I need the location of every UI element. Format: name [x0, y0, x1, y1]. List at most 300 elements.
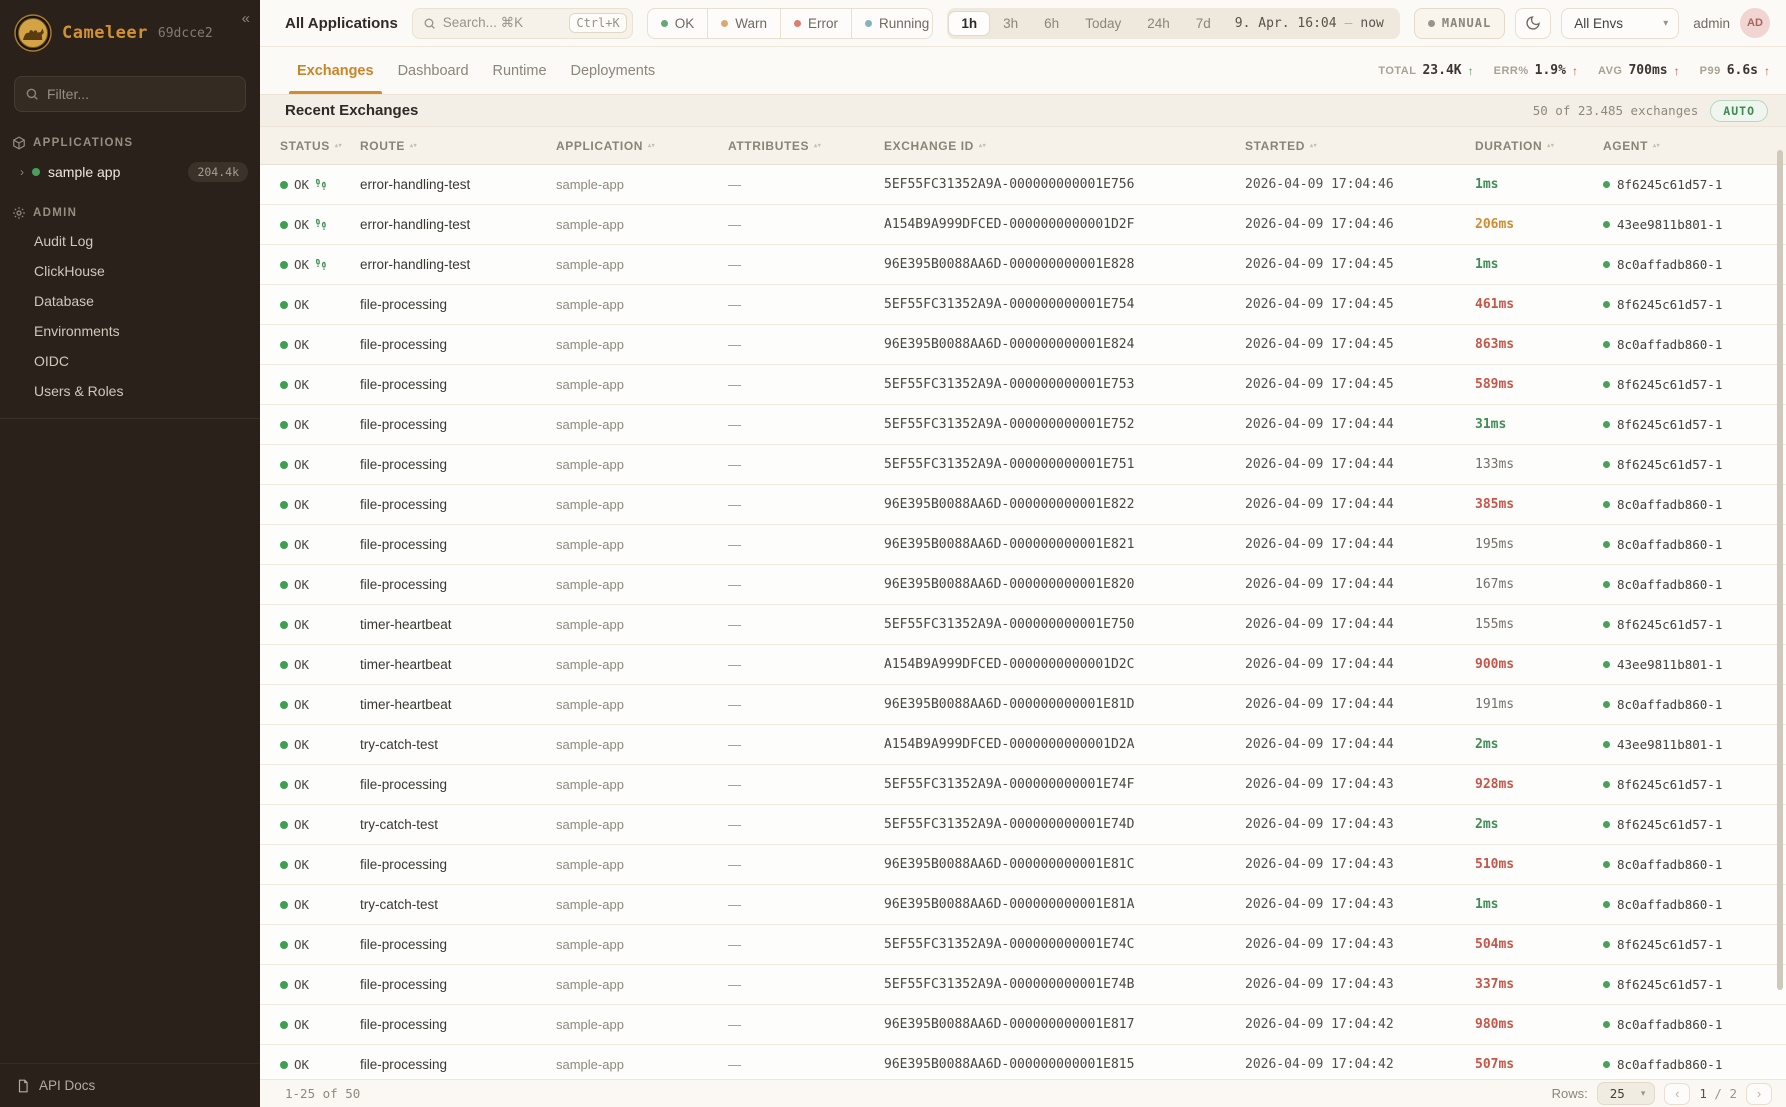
agent-cell — [1603, 777, 1786, 792]
table-row[interactable] — [260, 205, 1786, 245]
auto-refresh-badge[interactable]: AUTO — [1710, 100, 1768, 122]
ok-status-dot — [280, 461, 288, 469]
filter-error[interactable] — [781, 9, 852, 38]
duration-value: 337ms — [1475, 977, 1515, 992]
col-duration[interactable]: DURATION ▴▾ — [1475, 138, 1555, 153]
exchange-id-cell: 96E395B0088AA6D-000000000001E81C — [884, 857, 1135, 872]
api-docs-link[interactable] — [0, 1063, 260, 1107]
main-area — [260, 0, 1786, 1107]
stat-total-label: TOTAL — [1378, 64, 1417, 77]
agent-cell — [1603, 537, 1786, 552]
admin-section-label: ADMIN — [33, 207, 78, 219]
agent-label: 8c0affadb860-1 — [1617, 537, 1723, 552]
col-application[interactable]: APPLICATION ▴▾ — [556, 138, 656, 153]
duration-value: 2ms — [1475, 737, 1499, 752]
sort-icon: ▴▾ — [1547, 142, 1555, 149]
exchange-id-cell: A154B9A999DFCED-0000000000001D2A — [884, 737, 1135, 752]
tab-deployments[interactable]: Deployments — [570, 62, 656, 79]
cameleer-logo-icon — [14, 14, 52, 52]
status-label: OK — [294, 817, 310, 832]
attributes-cell: — — [728, 297, 741, 312]
agent-cell — [1603, 417, 1786, 432]
attributes-cell: — — [728, 457, 741, 472]
rows-select[interactable] — [1597, 1082, 1656, 1105]
topbar-right — [1414, 8, 1770, 39]
agent-status-dot — [1603, 581, 1610, 588]
app-count-badge: 204.4k — [188, 162, 248, 182]
ok-status-dot — [280, 501, 288, 509]
agent-label: 8f6245c61d57-1 — [1617, 177, 1723, 192]
duration-value: 461ms — [1475, 297, 1515, 312]
agent-status-dot — [1603, 541, 1610, 548]
env-select[interactable] — [1561, 8, 1679, 39]
agent-status-dot — [1603, 1061, 1610, 1068]
agent-cell — [1603, 1057, 1786, 1072]
status-label: OK — [294, 937, 310, 952]
agent-cell — [1603, 697, 1786, 712]
table-row[interactable] — [260, 485, 1786, 525]
col-attributes[interactable]: ATTRIBUTES ▴▾ — [728, 138, 822, 153]
duration-value: 863ms — [1475, 337, 1515, 352]
route-cell: timer-heartbeat — [360, 697, 452, 712]
agent-status-dot — [1603, 261, 1610, 268]
agent-label: 8f6245c61d57-1 — [1617, 937, 1723, 952]
attributes-cell: — — [728, 737, 741, 752]
range-1h[interactable]: 1h — [949, 12, 989, 35]
sidebar-item-database[interactable]: Database — [34, 293, 94, 309]
ok-status-dot — [280, 621, 288, 629]
moon-icon — [1525, 15, 1541, 31]
filter-running[interactable] — [852, 9, 933, 38]
avatar[interactable]: AD — [1740, 8, 1770, 38]
agent-status-dot — [1603, 981, 1610, 988]
duration-value: 206ms — [1475, 217, 1515, 232]
exchange-id-cell: 5EF55FC31352A9A-000000000001E74F — [884, 777, 1135, 792]
ok-status-dot — [280, 781, 288, 789]
table-row[interactable] — [260, 565, 1786, 605]
status-cell — [280, 977, 360, 992]
agent-status-dot — [1603, 341, 1610, 348]
exchange-id-cell: 96E395B0088AA6D-000000000001E828 — [884, 257, 1135, 272]
ok-status-dot — [280, 981, 288, 989]
agent-cell — [1603, 497, 1786, 512]
route-cell: file-processing — [360, 337, 448, 352]
started-cell: 2026-04-09 17:04:44 — [1245, 737, 1394, 752]
started-cell: 2026-04-09 17:04:43 — [1245, 777, 1394, 792]
trend-up-icon: ↑ — [1764, 63, 1770, 78]
ok-status-dot — [280, 581, 288, 589]
route-cell: file-processing — [360, 777, 448, 792]
sort-icon: ▴▾ — [410, 142, 418, 149]
exchange-id-cell: 96E395B0088AA6D-000000000001E817 — [884, 1017, 1135, 1032]
status-label: OK — [294, 337, 310, 352]
application-cell: sample-app — [556, 537, 624, 552]
sidebar-item-oidc[interactable]: OIDC — [34, 353, 69, 369]
ok-status-dot — [280, 741, 288, 749]
range-today[interactable]: Today — [1085, 15, 1122, 31]
stats-bar — [1378, 47, 1770, 94]
sidebar-collapse-button[interactable]: « — [241, 10, 250, 27]
table-row[interactable] — [260, 285, 1786, 325]
duration-value: 1ms — [1475, 257, 1499, 272]
application-cell: sample-app — [556, 977, 624, 992]
manual-dot — [1428, 20, 1435, 27]
attributes-cell: — — [728, 257, 741, 272]
application-cell: sample-app — [556, 257, 624, 272]
exchange-id-cell: 96E395B0088AA6D-000000000001E821 — [884, 537, 1135, 552]
duration-value: 2ms — [1475, 817, 1499, 832]
table-row[interactable] — [260, 1005, 1786, 1045]
status-cell — [280, 937, 360, 952]
agent-label: 8f6245c61d57-1 — [1617, 377, 1723, 392]
route-cell: file-processing — [360, 297, 448, 312]
filter-ok[interactable] — [648, 9, 709, 38]
duration-value: 155ms — [1475, 617, 1515, 632]
application-cell: sample-app — [556, 697, 624, 712]
attributes-cell: — — [728, 977, 741, 992]
status-cell — [280, 337, 360, 352]
agent-label: 43ee9811b801-1 — [1617, 217, 1723, 232]
sidebar-item-users-roles[interactable]: Users & Roles — [34, 383, 124, 399]
search-placeholder: Search... ⌘K — [442, 15, 524, 30]
pagination — [1552, 1082, 1772, 1105]
next-page-button[interactable]: › — [1746, 1083, 1772, 1105]
status-label: OK — [294, 1057, 310, 1072]
row-range-text: 1-25 of 50 — [285, 1086, 361, 1101]
time-range-group — [947, 8, 1399, 39]
agent-label: 8c0affadb860-1 — [1617, 897, 1723, 912]
sidebar-filter[interactable] — [14, 76, 246, 112]
sample-app-label: sample app — [48, 164, 121, 180]
duration-value: 385ms — [1475, 497, 1515, 512]
table-body — [260, 165, 1786, 1079]
agent-label: 8f6245c61d57-1 — [1617, 417, 1723, 432]
started-cell: 2026-04-09 17:04:44 — [1245, 497, 1394, 512]
attributes-cell: — — [728, 697, 741, 712]
search-icon — [25, 87, 39, 101]
table-row[interactable] — [260, 965, 1786, 1005]
agent-label: 8c0affadb860-1 — [1617, 577, 1723, 592]
sidebar-item-clickhouse[interactable]: ClickHouse — [34, 263, 105, 279]
chevron-right-icon[interactable]: › — [20, 165, 24, 179]
duration-value: 31ms — [1475, 417, 1507, 432]
global-search[interactable] — [412, 8, 633, 39]
application-cell: sample-app — [556, 1057, 624, 1072]
page-separator: / — [1714, 1086, 1722, 1101]
application-cell: sample-app — [556, 777, 624, 792]
agent-label: 8f6245c61d57-1 — [1617, 617, 1723, 632]
attributes-cell: — — [728, 777, 741, 792]
route-cell: try-catch-test — [360, 817, 439, 832]
route-cell: try-catch-test — [360, 737, 439, 752]
sidebar — [0, 0, 260, 1107]
table-footer — [260, 1079, 1786, 1107]
started-cell: 2026-04-09 17:04:44 — [1245, 537, 1394, 552]
exchange-id-cell: 5EF55FC31352A9A-000000000001E752 — [884, 417, 1135, 432]
attributes-cell: — — [728, 377, 741, 392]
gear-icon — [12, 206, 26, 220]
filter-ok-label: OK — [674, 15, 695, 31]
status-cell — [280, 777, 360, 792]
filter-warn[interactable] — [708, 9, 781, 38]
attributes-cell: — — [728, 1057, 741, 1072]
stat-avg — [1598, 63, 1680, 78]
col-agent[interactable]: AGENT ▴▾ — [1603, 138, 1661, 153]
table-row[interactable] — [260, 765, 1786, 805]
stat-err-label: ERR% — [1493, 64, 1529, 77]
trend-up-icon: ↑ — [1467, 63, 1474, 78]
range-24h[interactable]: 24h — [1147, 15, 1170, 31]
agent-cell — [1603, 377, 1786, 392]
rows-per-page-label: Rows: — [1551, 1086, 1588, 1101]
agent-cell — [1603, 657, 1786, 672]
table-row[interactable] — [260, 165, 1786, 205]
table-row[interactable] — [260, 405, 1786, 445]
application-cell: sample-app — [556, 737, 624, 752]
table-row[interactable] — [260, 845, 1786, 885]
route-cell: file-processing — [360, 377, 448, 392]
application-cell: sample-app — [556, 417, 624, 432]
filter-warn-label: Warn — [735, 15, 767, 31]
status-label: OK — [294, 217, 310, 232]
duration-value: 1ms — [1475, 897, 1499, 912]
route-cell: file-processing — [360, 1057, 448, 1072]
table-row[interactable] — [260, 805, 1786, 845]
application-cell: sample-app — [556, 457, 624, 472]
sort-icon: ▴▾ — [978, 142, 987, 149]
ok-status-dot — [280, 1061, 288, 1069]
logo-row — [0, 0, 260, 62]
started-cell: 2026-04-09 17:04:44 — [1245, 697, 1394, 712]
stat-total-value: 23.4K — [1422, 63, 1462, 78]
agent-status-dot — [1603, 301, 1610, 308]
route-cell: file-processing — [360, 937, 448, 952]
duration-value: 928ms — [1475, 777, 1515, 792]
agent-cell — [1603, 297, 1786, 312]
sidebar-item-audit-log[interactable]: Audit Log — [34, 233, 94, 249]
attributes-cell: — — [728, 537, 741, 552]
time-from: 9. Apr. 16:04 — [1234, 15, 1337, 31]
table-row[interactable] — [260, 1045, 1786, 1079]
exchange-id-cell: A154B9A999DFCED-0000000000001D2F — [884, 217, 1135, 232]
started-cell: 2026-04-09 17:04:44 — [1245, 417, 1394, 432]
range-7d[interactable]: 7d — [1195, 15, 1211, 31]
col-status[interactable]: STATUS ▴▾ — [280, 138, 343, 153]
attributes-cell: — — [728, 937, 741, 952]
status-label: OK — [294, 377, 310, 392]
tab-dashboard[interactable]: Dashboard — [397, 62, 469, 79]
section-right — [1533, 100, 1768, 122]
filter-error-label: Error — [807, 15, 838, 31]
range-3h[interactable]: 3h — [1003, 15, 1019, 31]
ok-status-dot — [280, 901, 288, 909]
col-started[interactable]: STARTED ▴▾ — [1245, 138, 1318, 153]
stat-avg-value: 700ms — [1628, 63, 1668, 78]
table-row[interactable] — [260, 525, 1786, 565]
exchange-id-cell: 96E395B0088AA6D-000000000001E815 — [884, 1057, 1135, 1072]
agent-label: 8f6245c61d57-1 — [1617, 457, 1723, 472]
application-cell: sample-app — [556, 337, 624, 352]
agent-label: 8c0affadb860-1 — [1617, 257, 1723, 272]
application-cell: sample-app — [556, 297, 624, 312]
agent-cell — [1603, 977, 1786, 992]
tab-exchanges[interactable]: Exchanges — [285, 47, 386, 94]
status-label: OK — [294, 657, 310, 672]
duration-value: 195ms — [1475, 537, 1515, 552]
tabbar — [260, 47, 1786, 94]
agent-cell — [1603, 257, 1786, 272]
status-cell — [280, 177, 360, 192]
exchange-id-cell: 96E395B0088AA6D-000000000001E81A — [884, 897, 1135, 912]
table-row[interactable] — [260, 445, 1786, 485]
page-title: Recent Exchanges — [285, 102, 419, 119]
agent-status-dot — [1603, 381, 1610, 388]
started-cell: 2026-04-09 17:04:43 — [1245, 897, 1394, 912]
exchange-id-cell: A154B9A999DFCED-0000000000001D2C — [884, 657, 1135, 672]
stat-err — [1494, 63, 1578, 78]
status-filter-group — [647, 8, 934, 39]
table-row[interactable] — [260, 365, 1786, 405]
agent-status-dot — [1603, 661, 1610, 668]
route-cell: file-processing — [360, 417, 448, 432]
agent-cell — [1603, 817, 1786, 832]
table-row[interactable] — [260, 925, 1786, 965]
table-row[interactable] — [260, 245, 1786, 285]
user-name: admin — [1693, 15, 1730, 31]
sidebar-item-sample-app[interactable] — [0, 156, 260, 188]
attributes-cell: — — [728, 497, 741, 512]
ok-status-dot — [280, 701, 288, 709]
filter-input[interactable] — [47, 86, 235, 102]
trend-up-icon: ↑ — [1571, 63, 1578, 78]
agent-status-dot — [1603, 701, 1610, 708]
status-cell — [280, 1017, 360, 1032]
sort-icon: ▴▾ — [334, 142, 343, 149]
time-separator: — — [1344, 15, 1353, 31]
all-applications-button[interactable]: All Applications — [285, 14, 398, 32]
application-cell: sample-app — [556, 817, 624, 832]
agent-status-dot — [1603, 621, 1610, 628]
agent-status-dot — [1603, 461, 1610, 468]
admin-section-header — [0, 188, 260, 226]
status-label: OK — [294, 857, 310, 872]
footprints-icon — [315, 258, 327, 271]
attributes-cell: — — [728, 577, 741, 592]
ok-status-dot — [280, 1021, 288, 1029]
status-cell — [280, 657, 360, 672]
time-range-display[interactable] — [1225, 16, 1398, 31]
route-cell: try-catch-test — [360, 897, 439, 912]
attributes-cell: — — [728, 1017, 741, 1032]
table-row[interactable] — [260, 885, 1786, 925]
api-docs-label: API Docs — [39, 1078, 96, 1093]
sidebar-item-environments[interactable]: Environments — [34, 323, 120, 339]
footprints-icon — [315, 218, 327, 231]
status-label: OK — [294, 417, 310, 432]
ok-dot — [661, 20, 668, 27]
application-cell: sample-app — [556, 177, 624, 192]
application-cell: sample-app — [556, 897, 624, 912]
attributes-cell: — — [728, 817, 741, 832]
application-cell: sample-app — [556, 377, 624, 392]
table-row[interactable] — [260, 605, 1786, 645]
exchange-id-cell: 96E395B0088AA6D-000000000001E81D — [884, 697, 1135, 712]
vertical-scrollbar[interactable] — [1777, 150, 1783, 990]
tab-runtime[interactable]: Runtime — [492, 62, 547, 79]
applications-section-header — [0, 118, 260, 156]
attributes-cell: — — [728, 857, 741, 872]
route-cell: timer-heartbeat — [360, 657, 452, 672]
ok-status-dot — [280, 941, 288, 949]
status-cell — [280, 617, 360, 632]
search-shortcut-kbd: Ctrl+K — [569, 13, 626, 33]
col-route[interactable]: ROUTE ▴▾ — [360, 138, 418, 153]
agent-cell — [1603, 457, 1786, 472]
route-cell: file-processing — [360, 857, 448, 872]
status-label: OK — [294, 1017, 310, 1032]
table-row[interactable] — [260, 725, 1786, 765]
route-cell: error-handling-test — [360, 257, 471, 272]
attributes-cell: — — [728, 897, 741, 912]
status-label: OK — [294, 497, 310, 512]
agent-label: 8c0affadb860-1 — [1617, 1057, 1723, 1072]
agent-status-dot — [1603, 741, 1610, 748]
started-cell: 2026-04-09 17:04:45 — [1245, 377, 1394, 392]
started-cell: 2026-04-09 17:04:43 — [1245, 977, 1394, 992]
manual-refresh-button[interactable] — [1414, 8, 1505, 39]
status-cell — [280, 817, 360, 832]
ok-status-dot — [280, 541, 288, 549]
range-6h[interactable]: 6h — [1044, 15, 1060, 31]
stat-p99-label: P99 — [1699, 64, 1721, 77]
route-cell: timer-heartbeat — [360, 617, 452, 632]
status-cell — [280, 577, 360, 592]
table-row[interactable] — [260, 685, 1786, 725]
status-cell — [280, 457, 360, 472]
status-cell — [280, 497, 360, 512]
status-cell — [280, 217, 360, 232]
error-dot — [794, 20, 801, 27]
page-indicator — [1699, 1086, 1737, 1101]
started-cell: 2026-04-09 17:04:45 — [1245, 257, 1394, 272]
exchange-id-cell: 5EF55FC31352A9A-000000000001E756 — [884, 177, 1135, 192]
ok-status-dot — [280, 381, 288, 389]
env-select-value: All Envs — [1574, 15, 1623, 31]
attributes-cell: — — [728, 657, 741, 672]
chevron-down-icon: ▾ — [1663, 17, 1669, 29]
agent-label: 8f6245c61d57-1 — [1617, 777, 1723, 792]
application-cell: sample-app — [556, 1017, 624, 1032]
ok-status-dot — [280, 821, 288, 829]
application-cell: sample-app — [556, 577, 624, 592]
status-label: OK — [294, 697, 310, 712]
table-row[interactable] — [260, 325, 1786, 365]
agent-label: 8c0affadb860-1 — [1617, 697, 1723, 712]
route-cell: error-handling-test — [360, 177, 471, 192]
theme-toggle-button[interactable] — [1515, 8, 1551, 39]
started-cell: 2026-04-09 17:04:46 — [1245, 177, 1394, 192]
col-exchange-id[interactable]: EXCHANGE ID ▴▾ — [884, 138, 987, 153]
agent-cell — [1603, 177, 1786, 192]
app-title: Cameleer — [62, 23, 148, 43]
prev-page-button[interactable]: ‹ — [1664, 1083, 1690, 1105]
started-cell: 2026-04-09 17:04:42 — [1245, 1057, 1394, 1072]
status-cell — [280, 857, 360, 872]
exchange-id-cell: 96E395B0088AA6D-000000000001E822 — [884, 497, 1135, 512]
table-row[interactable] — [260, 645, 1786, 685]
application-cell: sample-app — [556, 497, 624, 512]
status-cell — [280, 377, 360, 392]
